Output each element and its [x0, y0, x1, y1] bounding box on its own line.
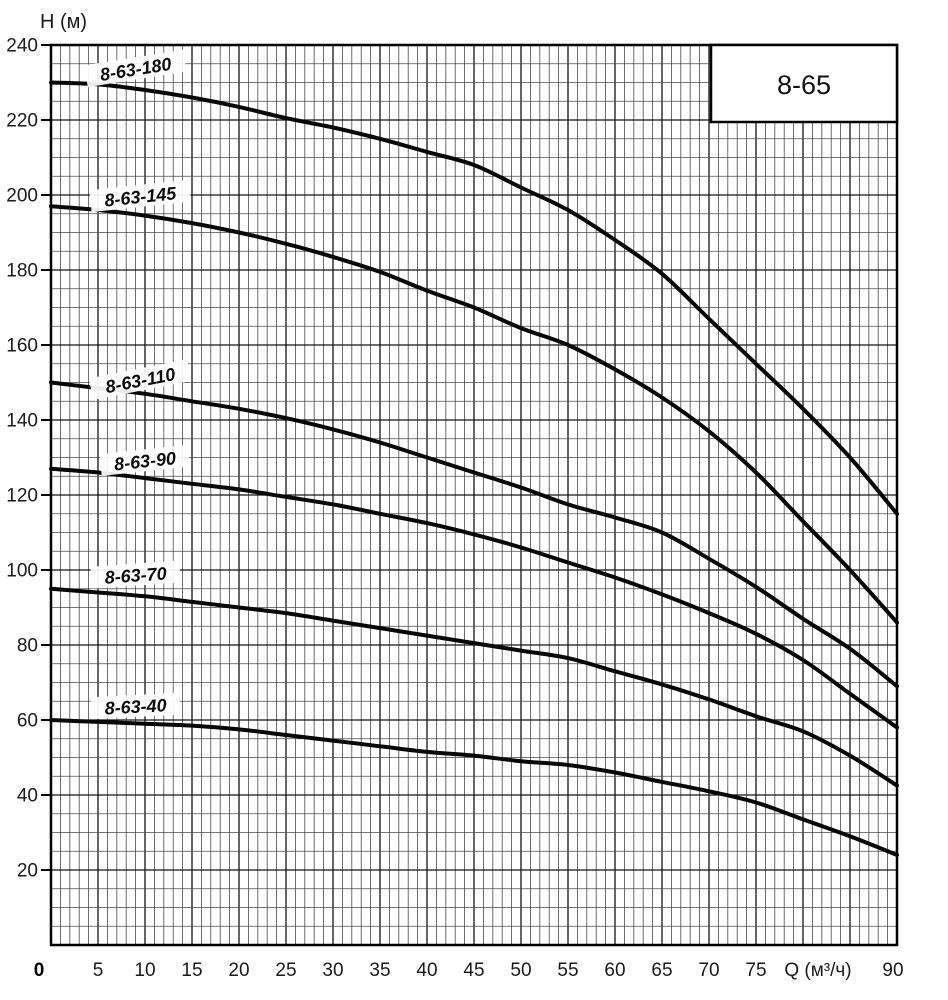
curve-label-text: 8-63-145 [103, 183, 178, 211]
curve-label-8-63-90 [99, 445, 190, 476]
y-tick-label: 80 [16, 635, 38, 657]
origin-label: 0 [33, 960, 45, 981]
curve-label-text: 8-63-70 [103, 563, 168, 588]
curve-label-text: 8-63-40 [104, 695, 168, 719]
x-tick-label: 75 [745, 960, 767, 981]
curve-label-text: 8-63-180 [98, 53, 173, 85]
y-tick-label: 160 [6, 335, 38, 357]
x-tick-label-90: 90 [882, 960, 904, 981]
y-tick-label: 60 [16, 710, 38, 732]
title-box [711, 45, 897, 122]
curve-label-text: 8-63-110 [103, 364, 177, 398]
x-tick-label: 50 [510, 960, 532, 981]
y-tick-label: 180 [6, 260, 38, 282]
x-tick-label: 10 [134, 960, 156, 981]
x-tick-label: 55 [557, 960, 579, 981]
y-tick-label: 120 [6, 485, 38, 507]
x-tick-label: 30 [322, 960, 344, 981]
x-tick-label: 45 [463, 960, 485, 981]
x-tick-label: 60 [604, 960, 626, 981]
grid [51, 45, 897, 945]
y-tick-label: 40 [16, 785, 38, 807]
axis-ticks [41, 45, 51, 870]
curve-labels [84, 50, 191, 719]
y-tick-label: 220 [6, 110, 38, 132]
x-tick-label: 15 [181, 960, 203, 981]
x-tick-label: 20 [228, 960, 250, 981]
x-axis-title: Q (м³/ч) [784, 960, 852, 981]
y-tick-label: 140 [6, 410, 38, 432]
x-tick-label: 35 [369, 960, 391, 981]
curve-label-text: 8-63-90 [113, 448, 177, 475]
y-axis-title: H (м) [40, 11, 88, 33]
x-tick-label: 5 [92, 960, 104, 981]
curve-label-8-63-70 [90, 561, 180, 589]
x-tick-label: 40 [416, 960, 438, 981]
y-tick-label: 100 [6, 560, 38, 582]
y-tick-label: 240 [6, 35, 38, 57]
x-tick-label: 65 [651, 960, 673, 981]
title-box-label: 8-65 [776, 70, 832, 100]
curve-label-8-63-40 [91, 693, 181, 720]
x-tick-label: 25 [275, 960, 297, 981]
y-tick-label: 20 [16, 860, 38, 882]
curve-label-8-63-145 [89, 180, 191, 212]
y-tick-label: 200 [6, 185, 38, 207]
x-tick-label: 70 [698, 960, 720, 981]
